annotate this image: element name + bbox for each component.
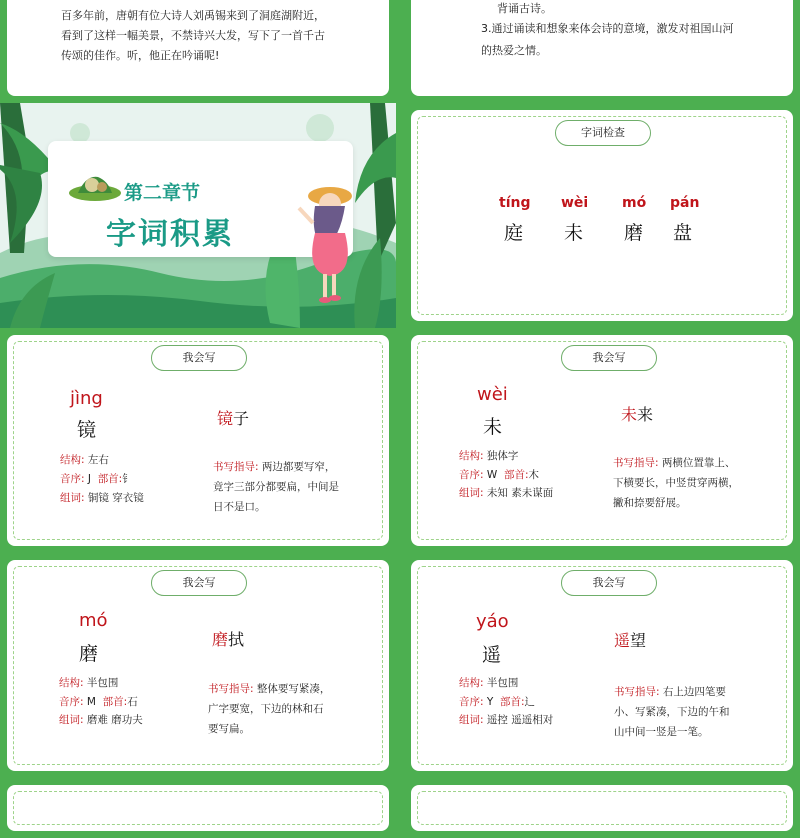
char-pinyin: jìng (70, 388, 103, 409)
word-example: 磨拭 (212, 630, 245, 649)
objective-line-1: 背诵古诗。 (497, 2, 552, 15)
word-check-char-2: 未 (564, 222, 584, 244)
char-main: 镜 (77, 419, 97, 441)
order-line: 音序: J 部首:钅 (60, 473, 133, 485)
write-label: 我会写 (151, 345, 247, 371)
writing-guide: 书写指导: 两边都要写窄， 竟字三部分都要扁，中间是 日不是口。 (213, 461, 339, 513)
compound-line: 组词: 未知 素未谋面 (459, 487, 554, 499)
order-line: 音序: M 部首:石 (59, 696, 138, 708)
intro-line-1: 百多年前，唐朝有位大诗人刘禹锡来到了洞庭湖附近， (61, 9, 325, 22)
word-example: 遥望 (614, 631, 647, 650)
writing-guide: 书写指导: 右上边四笔要 小、写紧凑，下边的午和 山中间一竖是一笔。 (614, 686, 730, 738)
char-main: 磨 (79, 643, 99, 665)
word-check-label: 字词检查 (555, 120, 651, 146)
structure-line: 结构: 左右 (60, 454, 109, 466)
structure-line: 结构: 独体字 (459, 450, 519, 462)
structure-line: 结构: 半包围 (59, 677, 119, 689)
slide-card (411, 335, 793, 546)
word-check-char-4: 盘 (673, 222, 693, 244)
slide-write-jing (0, 328, 396, 553)
objective-line-2: 3.通过诵读和想象来体会诗的意境，激发对祖国山河 (481, 22, 734, 35)
char-main: 遥 (482, 644, 502, 666)
chapter-label: 第二章节 (124, 182, 201, 204)
char-pinyin: yáo (476, 611, 509, 632)
writing-guide: 书写指导: 整体要写紧凑， 广字要宽，下边的林和石 要写扁。 (208, 683, 331, 735)
write-label: 我会写 (561, 570, 657, 596)
slide-write-wei (404, 328, 800, 553)
word-example: 镜子 (217, 409, 250, 428)
slide-card (411, 110, 793, 321)
char-pinyin: wèi (477, 384, 508, 405)
dashed-border (13, 791, 383, 825)
slide-intro-text (0, 0, 396, 103)
slide-card (7, 0, 389, 96)
write-label: 我会写 (561, 345, 657, 371)
char-main: 未 (483, 416, 503, 438)
slide-objectives (404, 0, 800, 103)
compound-line: 组词: 磨难 磨功夫 (59, 714, 143, 726)
word-check-pinyin-1: tíng (499, 195, 531, 211)
slide-write-mo (0, 553, 396, 778)
word-example: 未来 (621, 405, 654, 424)
dashed-border (417, 791, 787, 825)
slide-partial-bottom-right (404, 778, 800, 838)
slide-section-title (0, 103, 396, 328)
slide-write-yao (404, 553, 800, 778)
slide-card (411, 785, 793, 831)
zongzi-icon (68, 171, 122, 203)
order-line: 音序: Y 部首:辶 (459, 696, 536, 708)
slide-card (411, 0, 793, 96)
word-check-char-1: 庭 (504, 222, 524, 244)
slide-partial-bottom-left (0, 778, 396, 838)
write-label: 我会写 (151, 570, 247, 596)
slide-card (7, 335, 389, 546)
word-check-pinyin-3: mó (622, 195, 647, 211)
section-title: 字词积累 (106, 217, 234, 252)
slide-word-check (404, 103, 800, 328)
word-check-pinyin-4: pán (670, 195, 700, 211)
char-pinyin: mó (79, 610, 108, 631)
writing-guide: 书写指导: 两横位置靠上、 下横要长，中竖贯穿两横， 撇和捺要舒展。 (613, 457, 739, 509)
word-check-char-3: 磨 (624, 222, 644, 244)
intro-line-2: 看到了这样一幅美景，不禁诗兴大发，写下了一首千古 (61, 29, 325, 42)
slide-card (411, 560, 793, 771)
slide-card (7, 560, 389, 771)
compound-line: 组词: 遥控 遥遥相对 (459, 714, 554, 726)
order-line: 音序: W 部首:木 (459, 469, 540, 481)
objective-line-3: 的热爱之情。 (481, 44, 547, 57)
intro-line-3: 传颂的佳作。听，他正在吟诵呢! (61, 49, 220, 62)
slide-card (7, 785, 389, 831)
girl-illustration (285, 178, 365, 308)
compound-line: 组词: 铜镜 穿衣镜 (60, 492, 144, 504)
structure-line: 结构: 半包围 (459, 677, 519, 689)
word-check-pinyin-2: wèi (561, 195, 589, 211)
